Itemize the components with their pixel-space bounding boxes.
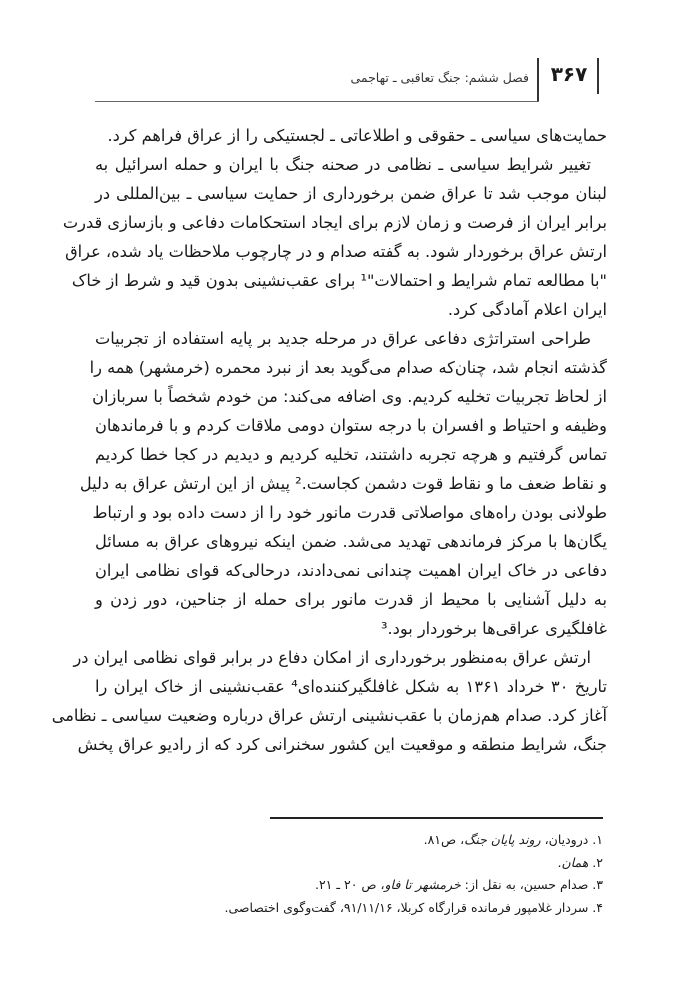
text-line: حمایت‌های سیاسی ـ حقوقی و اطلاعاتی ـ لجستیکی را از عراق فراهم کرد. xyxy=(107,126,607,145)
footnote-text: ۲. xyxy=(588,854,603,870)
text-line: غافلگیری عراقی‌ها برخوردار بود.³ xyxy=(380,619,607,638)
footnote-source-title: روند پایان جنگ xyxy=(464,832,541,847)
footnote-separator xyxy=(270,817,603,819)
text-line: گذشته انجام شد، چنان‌که صدام می‌گوید بعد از نبرد محمره (خرمشهر) همه را xyxy=(89,358,607,377)
text-line: ارتش عراق به‌منظور برخورداری از امکان دفاع در برابر قوای نظامی ایران در xyxy=(73,648,591,667)
footnote xyxy=(224,852,603,875)
header-divider-left xyxy=(537,58,539,102)
text-line: یگان‌ها با مرکز فرماندهی تهدید می‌شد. ضمن اینکه نیروهای عراق به مسائل xyxy=(95,532,607,551)
footnote-source-title: همان xyxy=(561,854,589,870)
text-line: تغییر شرایط سیاسی ـ نظامی در صحنه جنگ با ایران و حمله اسرائیل به xyxy=(95,155,591,174)
text-line: لبنان موجب شد تا عراق ضمن برخورداری از حمایت سیاسی ـ بین‌المللی در xyxy=(95,184,607,203)
footnote-text: ۳. صدام حسین، به نقل از: xyxy=(460,877,603,892)
header-divider-right xyxy=(597,58,599,94)
text-line: برابر ایران از فرصت و زمان لازم برای ایجاد استحکامات دفاعی و بازسازی قدرت xyxy=(62,213,607,232)
body-text xyxy=(51,121,607,759)
text-line: وظیفه و احتیاط و افسران با درجه ستوان دومی ملاقات کردم و با فرماندهان xyxy=(95,416,607,435)
header-underline xyxy=(95,101,539,102)
footnote-text: ، ص ۲۰ ـ ۲۱. xyxy=(314,877,385,892)
page-number: ۳۶۷ xyxy=(550,62,588,86)
text-line: و نقاط ضعف ما و نقاط قوت دشمن کجاست.² پیش از این ارتش عراق به دلیل xyxy=(79,474,607,493)
text-line: دفاعی در خاک ایران اهمیت چندانی نمی‌دادند، درحالی‌که قوای نظامی ایران xyxy=(95,561,607,580)
text-line: تاریخ ۳۰ خرداد ۱۳۶۱ به شکل غافلگیرکننده‌ای⁴ عقب‌نشینی از خاک ایران را xyxy=(95,677,607,696)
footnote-text: ، ص۸۱. xyxy=(423,832,465,847)
footnote-text: ۱. درودیان، xyxy=(540,832,603,847)
footnote xyxy=(224,829,603,852)
text-line: طراحی استراتژی دفاعی عراق در مرحله جدید بر پایه استفاده از تجربیات xyxy=(95,329,591,348)
text-line: تماس گرفتیم و هرچه تجربه داشتند، تخلیه کردیم و دیدیم در کجا خطا کردیم xyxy=(95,445,607,464)
footnotes xyxy=(224,829,603,919)
text-line: آغاز کرد. صدام هم‌زمان با عقب‌نشینی ارتش عراق درباره وضعیت سیاسی ـ نظامی xyxy=(51,706,607,725)
footnote xyxy=(224,897,603,920)
footnote-text: . xyxy=(557,854,562,870)
text-line: "با مطالعه تمام شرایط و احتمالات"¹ برای عقب‌نشینی بدون قید و شرط از خاک xyxy=(71,271,607,290)
chapter-title: فصل ششم: جنگ تعاقبی ـ تهاجمی xyxy=(350,70,529,85)
footnote xyxy=(224,874,603,897)
text-line: طولانی بودن راه‌های مواصلاتی قدرت مانور خود را از دست داده بود و ارتباط xyxy=(92,503,607,522)
text-line: به دلیل آشنایی با محیط از قدرت مانور برای حمله از جناحین، دور زدن و xyxy=(95,590,607,609)
text-line: جنگ، شرایط منطقه و موقعیت این کشور سخنرانی کرد که از رادیو عراق پخش xyxy=(77,735,607,754)
text-line: از لحاظ تجربیات تخلیه کردیم. وی اضافه می‌کند: من خودم شخصاً با سربازان xyxy=(92,387,607,406)
footnote-text: ۴. سردار غلامپور فرمانده قرارگاه کربلا، ۹۱/۱۱/۱۶، گفت‌وگوی اختصاصی. xyxy=(224,899,603,915)
text-line: ارتش عراق برخوردار شود. به گفته صدام و در چارچوب ملاحظات یاد شده، عراق xyxy=(65,242,607,261)
text-line: ایران اعلام آمادگی کرد. xyxy=(447,300,607,319)
footnote-source-title: خرمشهر تا فاو xyxy=(384,877,461,892)
